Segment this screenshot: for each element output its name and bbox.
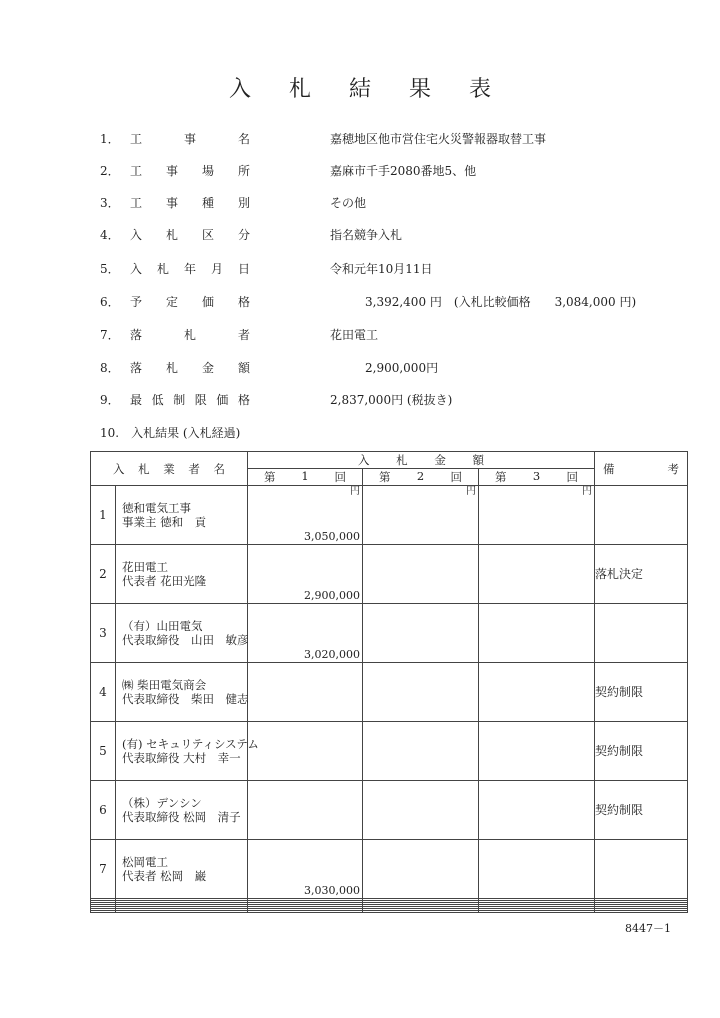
amount-round-2 xyxy=(363,544,479,603)
table-row xyxy=(91,603,688,662)
item-10 xyxy=(100,424,240,444)
amount-round-1 xyxy=(248,486,363,545)
item-label-char: 別 xyxy=(237,196,250,210)
item-label-char: 格 xyxy=(237,295,250,309)
row-number-text: 1 xyxy=(99,507,107,522)
table-row xyxy=(91,544,688,603)
item-label-char: 札 xyxy=(183,328,196,342)
item-label-char: 制 xyxy=(173,393,186,407)
note-cell xyxy=(595,780,688,839)
header-char: 回 xyxy=(334,470,346,484)
amount-round-1 xyxy=(248,721,363,780)
bidder-representative: 代表取締役 大村 幸一 xyxy=(122,750,241,765)
note-text: 契約制限 xyxy=(595,744,644,759)
item-label xyxy=(130,194,250,211)
bidder-name: （有）山田電気 xyxy=(122,618,203,633)
row-number xyxy=(91,780,116,839)
item-label-char: 落 xyxy=(130,328,143,342)
row-number xyxy=(91,486,116,545)
item-label-char: 者 xyxy=(237,328,250,342)
yen-unit: 円 xyxy=(466,486,476,497)
item-number: 2． xyxy=(100,164,120,178)
amount-round-2 xyxy=(363,839,479,898)
header-char: 額 xyxy=(472,453,484,467)
bidder-cell xyxy=(116,780,248,839)
item-label xyxy=(130,226,250,243)
yen-unit: 円 xyxy=(582,486,592,497)
item-number: 3． xyxy=(100,196,120,210)
bidder-representative: 代表者 松岡 巌 xyxy=(122,868,207,883)
item-10-label: 10. 入札結果 (入札経過) xyxy=(100,426,241,440)
amount-round-1 xyxy=(248,839,363,898)
page-title: 入札結果表 xyxy=(228,77,529,102)
header-char: 第 xyxy=(379,470,391,484)
amount-round-2 xyxy=(363,780,479,839)
table-row xyxy=(91,721,688,780)
item-value: 指名競争入札 xyxy=(330,228,403,242)
note-text: 契約制限 xyxy=(595,685,644,700)
amount-round-1 xyxy=(248,603,363,662)
note-cell xyxy=(595,721,688,780)
item-label-char: 額 xyxy=(237,361,250,375)
header-round-1 xyxy=(248,469,363,486)
item-label-char: 定 xyxy=(165,295,178,309)
item-label-char: 落 xyxy=(130,361,143,375)
bidder-cell xyxy=(116,662,248,721)
item-label-char: 限 xyxy=(194,393,207,407)
row-number xyxy=(91,721,116,780)
item-number: 5． xyxy=(100,262,120,276)
header-char: 3 xyxy=(532,469,541,483)
row-number-text: 5 xyxy=(99,743,107,758)
amount-round-2 xyxy=(363,662,479,721)
item-label-char: 名 xyxy=(237,132,250,146)
item-label-char: 年 xyxy=(183,262,196,276)
table-row xyxy=(91,486,688,545)
bidder-cell xyxy=(116,721,259,780)
empty-cell xyxy=(479,910,595,912)
bidder-name: 徳和電気工事 xyxy=(122,500,191,515)
item-label-char: 事 xyxy=(165,196,178,210)
amount-round-1 xyxy=(248,780,363,839)
amount-round-3 xyxy=(479,486,595,545)
bidder-cell xyxy=(116,544,248,603)
bidder-name: (有) セキュリティシステム xyxy=(122,736,259,751)
item-label-char: 工 xyxy=(130,164,143,178)
header-bidder xyxy=(91,452,248,486)
header-char: 1 xyxy=(301,469,309,483)
item-value: 嘉麻市千手2080番地5、他 xyxy=(330,164,477,178)
bidder-name: （株）デンシン xyxy=(122,795,202,810)
results-table xyxy=(90,451,688,913)
header-char: 金 xyxy=(434,453,446,467)
item-label-char: 入 xyxy=(130,228,143,242)
bidder-representative: 代表取締役 柴田 健志 xyxy=(122,691,249,706)
bidder-representative: 代表者 花田光隆 xyxy=(122,573,207,588)
item-label xyxy=(130,293,250,310)
bidder-representative: 代表取締役 山田 敏彦 xyxy=(122,632,249,647)
item-label-char: 低 xyxy=(151,393,164,407)
amount-round-3 xyxy=(479,544,595,603)
note-cell xyxy=(595,839,688,898)
bidder-cell xyxy=(116,486,248,545)
header-char: 名 xyxy=(213,461,225,476)
header-char: 回 xyxy=(450,470,462,484)
amount-value: 3,030,000 xyxy=(304,883,360,897)
bidder-name: ㈱ 柴田電気商会 xyxy=(122,677,207,692)
row-number-text: 4 xyxy=(99,684,107,699)
item-value: 令和元年10月11日 xyxy=(330,262,433,276)
amount-value: 2,900,000 xyxy=(304,588,360,602)
item-value: 2,900,000円 xyxy=(365,361,439,375)
header-char: 備 xyxy=(603,461,615,476)
row-number-text: 3 xyxy=(99,625,107,640)
header-note xyxy=(595,452,688,486)
item-label-char: 事 xyxy=(183,132,196,146)
item-value: 嘉穂地区他市営住宅火災警報器取替工事 xyxy=(330,132,547,146)
bidder-representative: 代表取締役 松岡 清子 xyxy=(122,809,241,824)
amount-round-3 xyxy=(479,780,595,839)
item-label-char: 所 xyxy=(237,164,250,178)
item-label-char: 事 xyxy=(165,164,178,178)
empty-row xyxy=(91,910,688,912)
header-char: 者 xyxy=(188,461,200,476)
item-label xyxy=(130,326,250,343)
item-value: 2,837,000円 (税抜き) xyxy=(330,393,453,407)
amount-round-2 xyxy=(363,603,479,662)
item-label xyxy=(130,391,250,408)
item-label-char: 分 xyxy=(237,228,250,242)
note-cell xyxy=(595,603,688,662)
item-label-char: 価 xyxy=(216,393,229,407)
bidder-name: 松岡電工 xyxy=(122,854,168,869)
item-number: 6． xyxy=(100,295,120,309)
item-label-char: 種 xyxy=(201,196,214,210)
item-number: 7． xyxy=(100,328,120,342)
item-label-char: 月 xyxy=(210,262,223,276)
item-label-char: 金 xyxy=(201,361,214,375)
item-number: 1． xyxy=(100,132,120,146)
header-round-2 xyxy=(363,469,479,486)
amount-round-1 xyxy=(248,662,363,721)
amount-round-3 xyxy=(479,662,595,721)
item-label-char: 価 xyxy=(201,295,214,309)
item-label-char: 予 xyxy=(130,295,143,309)
item-label-char: 場 xyxy=(201,164,214,178)
amount-value: 3,050,000 xyxy=(304,529,360,543)
item-number: 9． xyxy=(100,393,120,407)
item-label-char: 札 xyxy=(165,228,178,242)
empty-cell xyxy=(116,910,248,912)
bidder-cell xyxy=(116,839,248,898)
empty-cell xyxy=(595,910,688,912)
header-char: 第 xyxy=(264,470,276,484)
empty-cell xyxy=(363,910,479,912)
amount-round-2 xyxy=(363,486,479,545)
amount-round-1 xyxy=(248,544,363,603)
header-char: 札 xyxy=(138,461,150,476)
note-text: 落札決定 xyxy=(595,567,644,582)
table-row xyxy=(91,839,688,898)
empty-cell xyxy=(91,910,116,912)
item-label-char: 工 xyxy=(130,196,143,210)
amount-round-3 xyxy=(479,603,595,662)
header-char: 第 xyxy=(495,470,507,484)
header-char: 入 xyxy=(113,461,125,476)
amount-round-2 xyxy=(363,721,479,780)
header-round-3 xyxy=(479,469,595,486)
item-label-char: 格 xyxy=(237,393,250,407)
row-number xyxy=(91,603,116,662)
item-label-char: 入 xyxy=(130,262,143,276)
item-label-char: 区 xyxy=(201,228,214,242)
header-char: 業 xyxy=(163,461,175,476)
table-row xyxy=(91,780,688,839)
bidder-representative: 事業主 徳和 貢 xyxy=(122,514,207,529)
note-cell xyxy=(595,662,688,721)
item-label xyxy=(130,359,250,376)
item-value: 3,392,400 円 (入札比較価格 3,084,000 円) xyxy=(365,295,637,309)
header-amount xyxy=(248,452,595,469)
row-number xyxy=(91,839,116,898)
item-number: 8． xyxy=(100,361,120,375)
item-label-char: 最 xyxy=(130,393,143,407)
item-value: その他 xyxy=(330,196,367,210)
item-label-char: 札 xyxy=(156,262,169,276)
note-text: 契約制限 xyxy=(595,803,644,818)
row-number-text: 6 xyxy=(99,802,107,817)
yen-unit: 円 xyxy=(350,486,360,497)
header-char: 2 xyxy=(416,469,425,483)
header-char: 回 xyxy=(566,470,578,484)
bidder-name: 花田電工 xyxy=(122,559,168,574)
note-cell xyxy=(595,544,688,603)
amount-value: 3,020,000 xyxy=(304,647,360,661)
item-label xyxy=(130,260,250,277)
table-row xyxy=(91,662,688,721)
item-label xyxy=(130,130,250,147)
note-cell xyxy=(595,486,688,545)
amount-round-3 xyxy=(479,721,595,780)
row-number xyxy=(91,544,116,603)
item-label-char: 日 xyxy=(237,262,250,276)
header-char: 入 xyxy=(358,453,370,467)
page-code: 8447－1 xyxy=(625,922,671,935)
row-number xyxy=(91,662,116,721)
item-label xyxy=(130,162,250,179)
row-number-text: 2 xyxy=(99,566,107,581)
row-number-text: 7 xyxy=(99,861,107,876)
item-label-char: 札 xyxy=(165,361,178,375)
amount-round-3 xyxy=(479,839,595,898)
item-label-char: 工 xyxy=(130,132,143,146)
empty-cell xyxy=(248,910,363,912)
item-number: 4． xyxy=(100,228,120,242)
header-char: 札 xyxy=(396,453,408,467)
header-char: 考 xyxy=(667,461,679,476)
item-value: 花田電工 xyxy=(330,328,379,342)
bidder-cell xyxy=(116,603,248,662)
